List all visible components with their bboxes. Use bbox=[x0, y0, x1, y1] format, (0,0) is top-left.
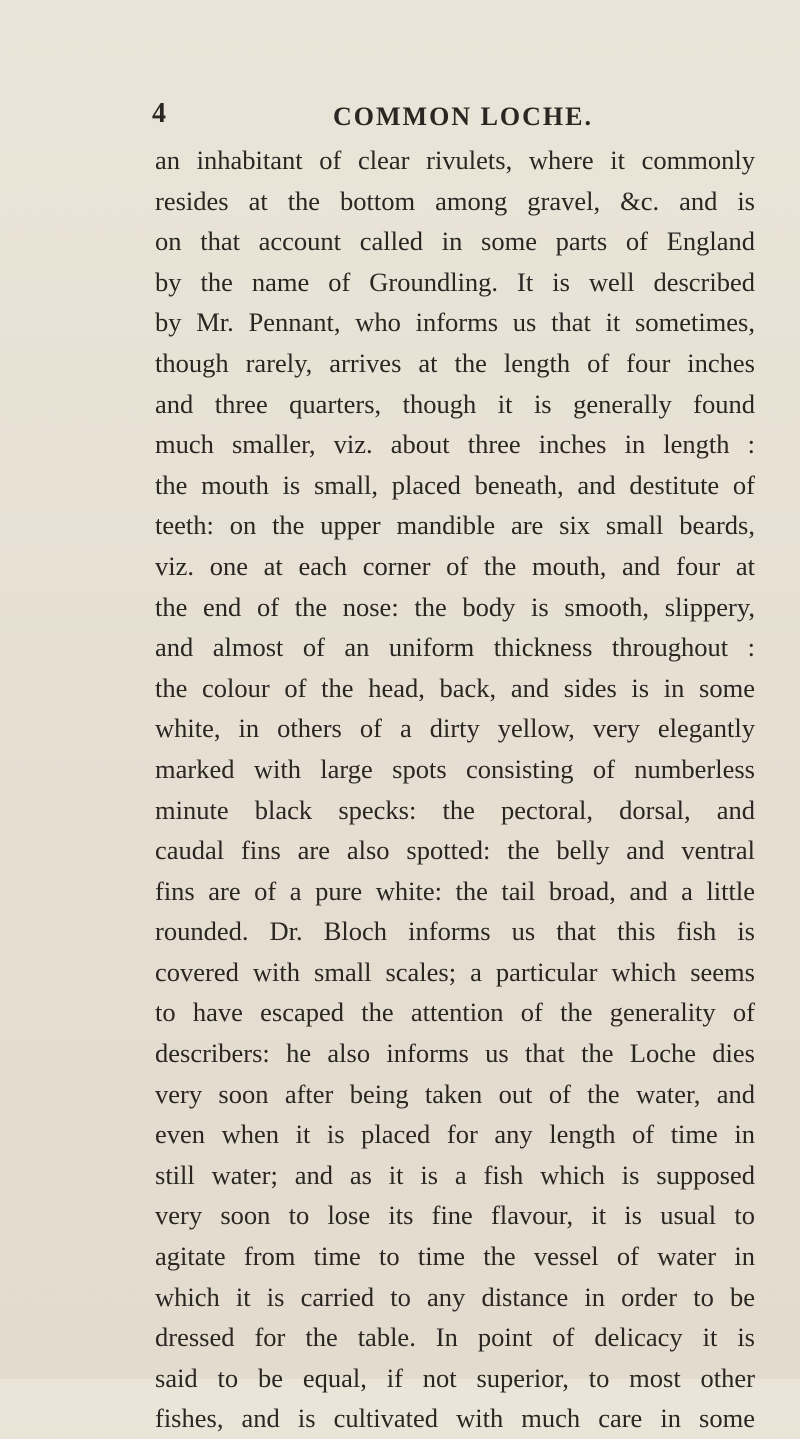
text-line: and almost of an uniform thickness throughout : bbox=[155, 632, 755, 663]
page-number: 4 bbox=[152, 98, 166, 129]
text-line: the end of the nose: the body is smooth, slippery, bbox=[155, 591, 755, 622]
text-line: covered with small scales; a particular which seems bbox=[155, 956, 755, 987]
text-line: very soon after being taken out of the water, and bbox=[155, 1078, 755, 1109]
running-title: COMMON LOCHE. bbox=[333, 102, 593, 131]
text-line: dressed for the table. In point of delicacy it is bbox=[155, 1322, 755, 1353]
running-head bbox=[0, 96, 800, 136]
text-line: resides at the bottom among gravel, &c. and is bbox=[155, 185, 755, 216]
text-line: rounded. Dr. Bloch informs us that this fish is bbox=[155, 916, 755, 947]
text-line: still water; and as it is a fish which is supposed bbox=[155, 1159, 755, 1190]
text-line: teeth: on the upper mandible are six small beards, bbox=[155, 510, 755, 541]
text-line: the mouth is small, placed beneath, and destitute of bbox=[155, 469, 755, 500]
text-line: and three quarters, though it is generally found bbox=[155, 388, 755, 419]
text-line: agitate from time to time the vessel of water in bbox=[155, 1241, 755, 1272]
text-line: the colour of the head, back, and sides is in some bbox=[155, 672, 755, 703]
text-line: fishes, and is cultivated with much care in some bbox=[155, 1403, 755, 1434]
text-line: to have escaped the attention of the generality of bbox=[155, 997, 755, 1028]
text-line: even when it is placed for any length of time in bbox=[155, 1119, 755, 1150]
text-line: said to be equal, if not superior, to most other bbox=[155, 1362, 755, 1393]
text-line: by Mr. Pennant, who informs us that it sometimes, bbox=[155, 307, 755, 338]
body-text bbox=[155, 140, 755, 1439]
text-line: white, in others of a dirty yellow, very elegantly bbox=[155, 713, 755, 744]
text-line: which it is carried to any distance in order to be bbox=[155, 1281, 755, 1312]
text-line: describers: he also informs us that the Loche dies bbox=[155, 1038, 755, 1069]
text-line: viz. one at each corner of the mouth, and four at bbox=[155, 550, 755, 581]
text-line: fins are of a pure white: the tail broad, and a little bbox=[155, 875, 755, 906]
text-line: by the name of Groundling. It is well described bbox=[155, 266, 755, 297]
text-line: very soon to lose its fine flavour, it is usual to bbox=[155, 1200, 755, 1231]
text-line: though rarely, arrives at the length of four inches bbox=[155, 347, 755, 378]
text-line: much smaller, viz. about three inches in length : bbox=[155, 429, 755, 460]
text-line: on that account called in some parts of England bbox=[155, 226, 755, 257]
text-line: marked with large spots consisting of numberless bbox=[155, 753, 755, 784]
text-line: minute black specks: the pectoral, dorsal, and bbox=[155, 794, 755, 825]
text-line: an inhabitant of clear rivulets, where it commonly bbox=[155, 145, 755, 175]
text-line: caudal fins are also spotted: the belly and ventral bbox=[155, 835, 755, 866]
